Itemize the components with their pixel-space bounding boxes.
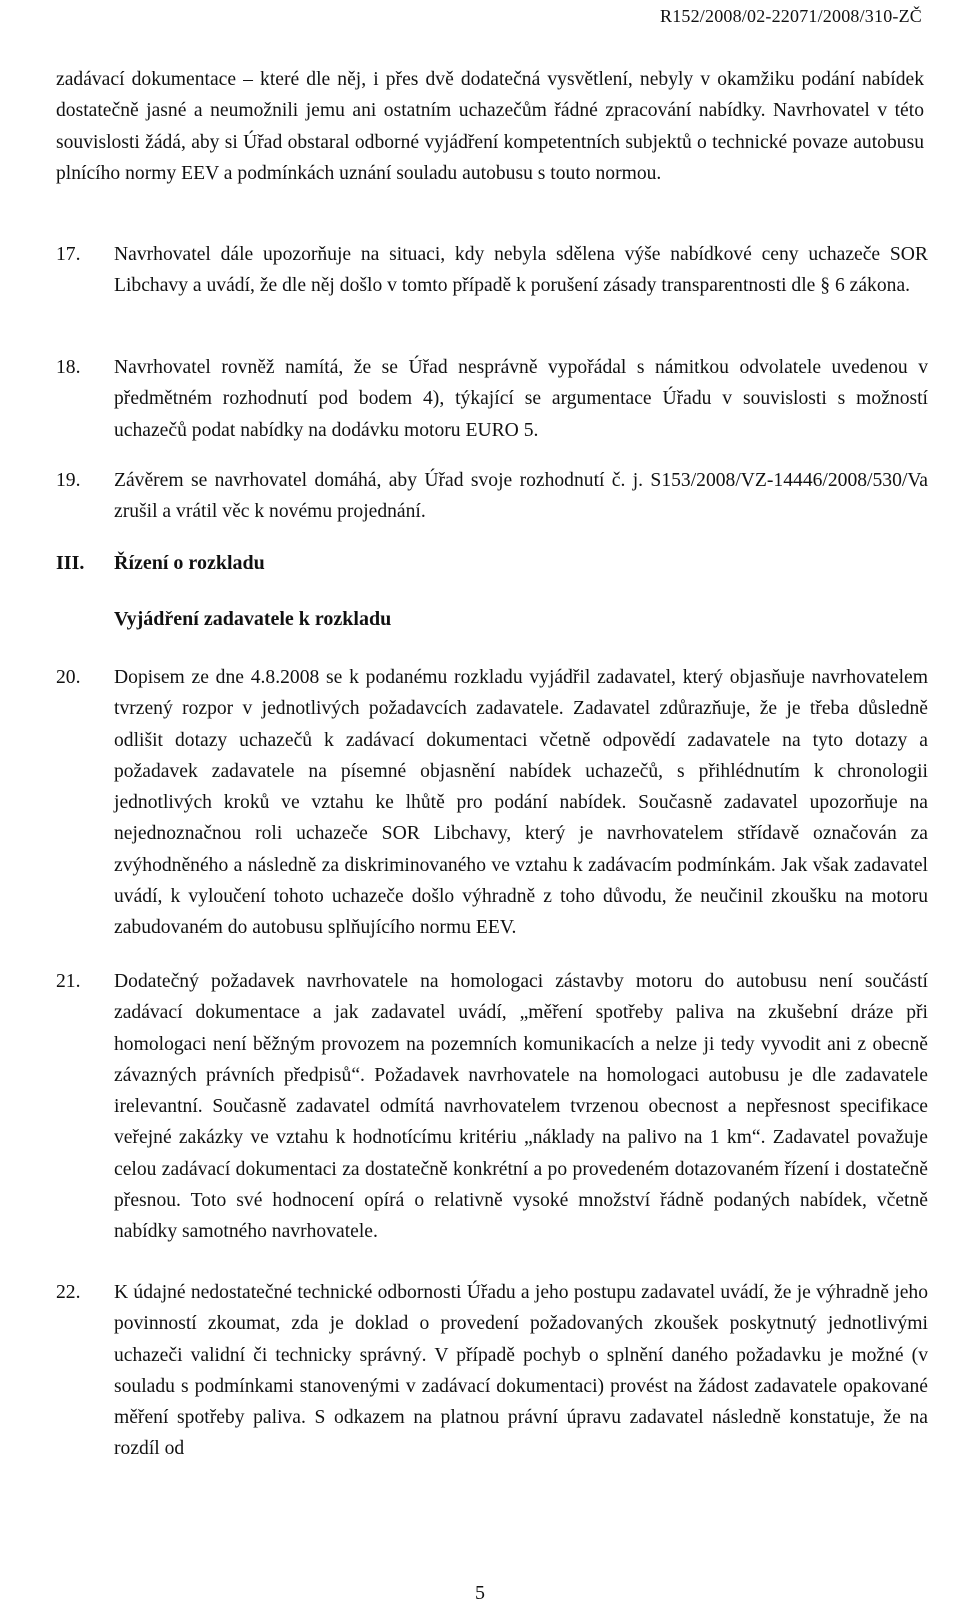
paragraph-number: 17. xyxy=(56,244,81,265)
paragraph-text: Dopisem ze dne 4.8.2008 se k podanému rozkladu vyjádřil zadavatel, který objasňuje navrhovatelem tvrzený rozpor v jednotlivých požadavcích zadavatele. Zadavatel zdůrazňuje, že je třeba důsledně odlišit dotazy uchazečů k zadávací dokumentaci včetně odpovědí zadavatele na tyto dotazy a požadavek zadavatele na písemné objasnění nabídek uchazečů, s přihlédnutím k chronologii jednotlivých kroků ve vztahu ke lhůtě pro podání nabídek. Současně zadavatel upozorňuje na nejednoznačnou roli uchazeče SOR Libchavy, který je navrhovatelem střídavě označován za zvýhodněného a následně za diskriminovaného ve vztahu k zadávacím podmínkám. Jak však zadavatel uvádí, k vyloučení tohoto uchazeče došlo výhradně z toho důvodu, že neučinil zkoušku na motoru zabudovaném do autobusu splňujícího normu EEV. xyxy=(114,667,928,939)
page-number: 5 xyxy=(475,1582,485,1604)
subheading: Vyjádření zadavatele k rozkladu xyxy=(114,608,392,630)
intro-paragraph: zadávací dokumentace – které dle něj, i přes dvě dodatečná vysvětlení, nebyly v okamžiku podání nabídek dostatečně jasné a neumožnili jemu ani ostatním uchazečům řádné zpracování nabídky. Navrhovatel v této souvislosti žádá, aby si Úřad obstaral odborné vyjádření kompetentních subjektů o technické povaze autobusu plnícího normy EEV a podmínkách uznání souladu autobusu s touto normou. xyxy=(56,69,924,184)
paragraph-number: 19. xyxy=(56,470,81,491)
section-title: Řízení o rozkladu xyxy=(114,552,265,574)
paragraph-number: 22. xyxy=(56,1282,81,1303)
paragraph-text: K údajné nedostatečné technické odbornosti Úřadu a jeho postupu zadavatel uvádí, že je výhradně jeho povinností zkoumat, zda je doklad o provedení požadovaných zkoušek poskytnutý jednotlivými uchazeči validní či technicky správný. V případě pochyb o splnění daného požadavku je možné (v souladu s podmínkami stanovenými v zadávací dokumentaci) provést na žádost zadavatele opakované měření spotřeby paliva. S odkazem na platnou právní úpravu zadavatel následně konstatuje, že na rozdíl od xyxy=(114,1282,928,1460)
section-number: III. xyxy=(56,552,85,574)
paragraph-20 xyxy=(56,662,928,944)
paragraph-17 xyxy=(56,239,928,302)
paragraph-number: 21. xyxy=(56,971,81,992)
paragraph-number: 18. xyxy=(56,357,81,378)
paragraph-text: Navrhovatel rovněž namítá, že se Úřad nesprávně vypořádal s námitkou odvolatele uvedenou v předmětném rozhodnutí pod bodem 4), týkající se argumentace Úřadu v souvislosti s možností uchazečů podat nabídky na dodávku motoru EURO 5. xyxy=(114,357,928,441)
document-reference: R152/2008/02-22071/2008/310-ZČ xyxy=(660,6,922,26)
paragraph-19 xyxy=(56,465,928,528)
paragraph-text: Závěrem se navrhovatel domáhá, aby Úřad svoje rozhodnutí č. j. S153/2008/VZ-14446/2008/530/Va zrušil a vrátil věc k novému projednání. xyxy=(114,470,928,523)
paragraph-18 xyxy=(56,352,928,446)
paragraph-22 xyxy=(56,1277,928,1465)
paragraph-21 xyxy=(56,966,928,1248)
paragraph-number: 20. xyxy=(56,667,81,688)
paragraph-text: Dodatečný požadavek navrhovatele na homologaci zástavby motoru do autobusu není součástí zadávací dokumentace a jak zadavatel uvádí, „měření spotřeby paliva na zkušební dráze při homologaci není běžným provozem na pozemních komunikacích a nelze ji tedy vyvodit ani z obecně závazných právních předpisů“. Požadavek navrhovatele na homologaci autobusu je dle zadavatele irelevantní. Současně zadavatel odmítá navrhovatelem tvrzenou obecnost a nepřesnost specifikace veřejné zakázky ve vztahu k hodnotícímu kritériu „náklady na palivo na 1 km“. Zadavatel považuje celou zadávací dokumentaci za dostatečně konkrétní a po provedeném dotazovaném řízení i dostatečně přesnou. Toto své hodnocení opírá o relativně vysoké množství řádně podaných nabídek, včetně nabídky samotného navrhovatele. xyxy=(114,971,928,1243)
paragraph-text: Navrhovatel dále upozorňuje na situaci, kdy nebyla sdělena výše nabídkové ceny uchazeče SOR Libchavy a uvádí, že dle něj došlo v tomto případě k porušení zásady transparentnosti dle § 6 zákona. xyxy=(114,244,928,297)
